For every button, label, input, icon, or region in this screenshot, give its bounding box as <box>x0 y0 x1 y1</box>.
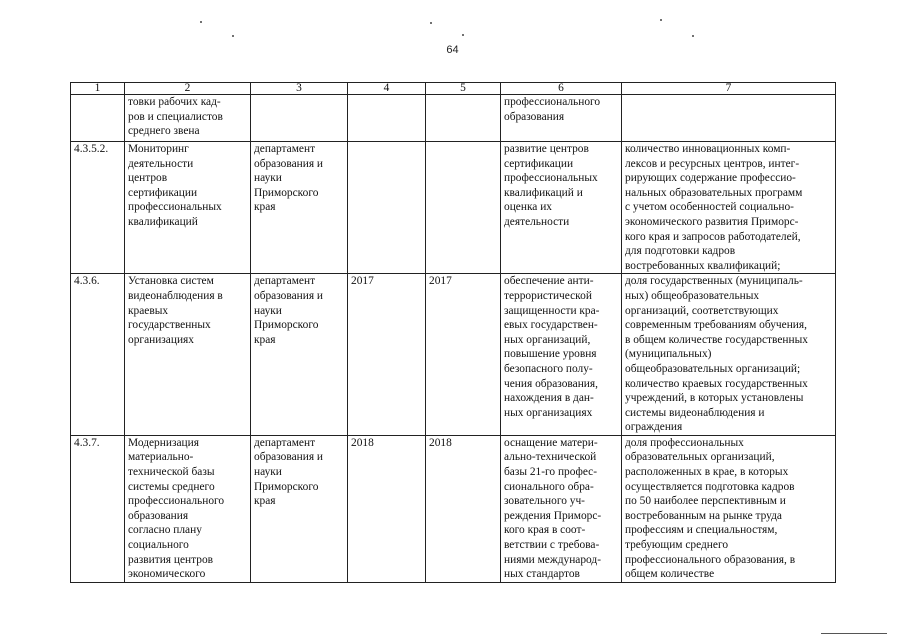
responsible-executor: департамент образования и науки Приморского края <box>251 435 348 582</box>
column-number-2: 2 <box>125 83 251 95</box>
item-number: 4.3.5.2. <box>71 142 125 274</box>
item-number <box>71 95 125 142</box>
page-number: 64 <box>446 44 459 56</box>
table-row <box>71 435 836 582</box>
expected-result: обеспечение анти- террористической защищенности кра- евых государствен- ных организаций, повышение уровня безопасного полу- чения образования, нахождения в дан- ных организациях <box>501 274 622 436</box>
end-year <box>426 142 501 274</box>
expected-result: оснащение матери- ально-технической базы 21-го профес- сионального обра- зовательного уч- реждения Приморс- кого края в соот- ветствии с требова- ниями международ- ных стандартов <box>501 435 622 582</box>
table-row <box>71 95 836 142</box>
end-year <box>426 95 501 142</box>
column-number-6: 6 <box>501 83 622 95</box>
column-number-3: 3 <box>251 83 348 95</box>
start-year: 2018 <box>348 435 426 582</box>
scan-speck <box>660 19 662 21</box>
start-year <box>348 142 426 274</box>
item-number: 4.3.6. <box>71 274 125 436</box>
activity-name: товки рабочих кад- ров и специалистов среднего звена <box>125 95 251 142</box>
end-year: 2018 <box>426 435 501 582</box>
table-header-row <box>71 83 836 95</box>
activity-name: Установка систем видеонаблюдения в краевых государственных организациях <box>125 274 251 436</box>
item-number: 4.3.7. <box>71 435 125 582</box>
scan-edge-line <box>821 633 887 634</box>
indicator-link: количество инновационных комп- лексов и ресурсных центров, интег- рирующих содержание профессио- нальных образовательных программ с учетом особенностей социально- экономического развития Приморс- кого края и запросов работодателей, для подготовки кадров востребованных квалификаций; <box>622 142 836 274</box>
activity-name: Мониторинг деятельности центров сертификации профессиональных квалификаций <box>125 142 251 274</box>
indicator-link <box>622 95 836 142</box>
scan-speck <box>200 21 202 23</box>
scan-speck <box>430 22 432 24</box>
indicator-link: доля профессиональных образовательных организаций, расположенных в крае, в которых осуществляется подготовка кадров по 50 наиболее перспективным и востребованным на рынке труда профессиям и специальностям, требующим среднего профессионального образования, в общем количестве <box>622 435 836 582</box>
responsible-executor <box>251 95 348 142</box>
responsible-executor: департамент образования и науки Приморского края <box>251 274 348 436</box>
expected-result: профессионального образования <box>501 95 622 142</box>
column-number-7: 7 <box>622 83 836 95</box>
column-number-5: 5 <box>426 83 501 95</box>
start-year: 2017 <box>348 274 426 436</box>
start-year <box>348 95 426 142</box>
activities-table <box>70 82 836 583</box>
column-number-1: 1 <box>71 83 125 95</box>
table-row <box>71 142 836 274</box>
column-number-4: 4 <box>348 83 426 95</box>
scan-speck <box>692 35 694 37</box>
scan-speck <box>232 35 234 37</box>
scan-speck <box>462 34 464 36</box>
table-row <box>71 274 836 436</box>
indicator-link: доля государственных (муниципаль- ных) общеобразовательных организаций, соответствующих современным требованиям обучения, в общем количестве государственных (муниципальных) общеобразовательных организаций; количество краевых государственных учреждений, в которых установлены системы видеонаблюдения и ограждения <box>622 274 836 436</box>
responsible-executor: департамент образования и науки Приморского края <box>251 142 348 274</box>
end-year: 2017 <box>426 274 501 436</box>
expected-result: развитие центров сертификации профессиональных квалификаций и оценка их деятельности <box>501 142 622 274</box>
activity-name: Модернизация материально- технической базы системы среднего профессионального образования согласно плану социального развития центров экономического <box>125 435 251 582</box>
